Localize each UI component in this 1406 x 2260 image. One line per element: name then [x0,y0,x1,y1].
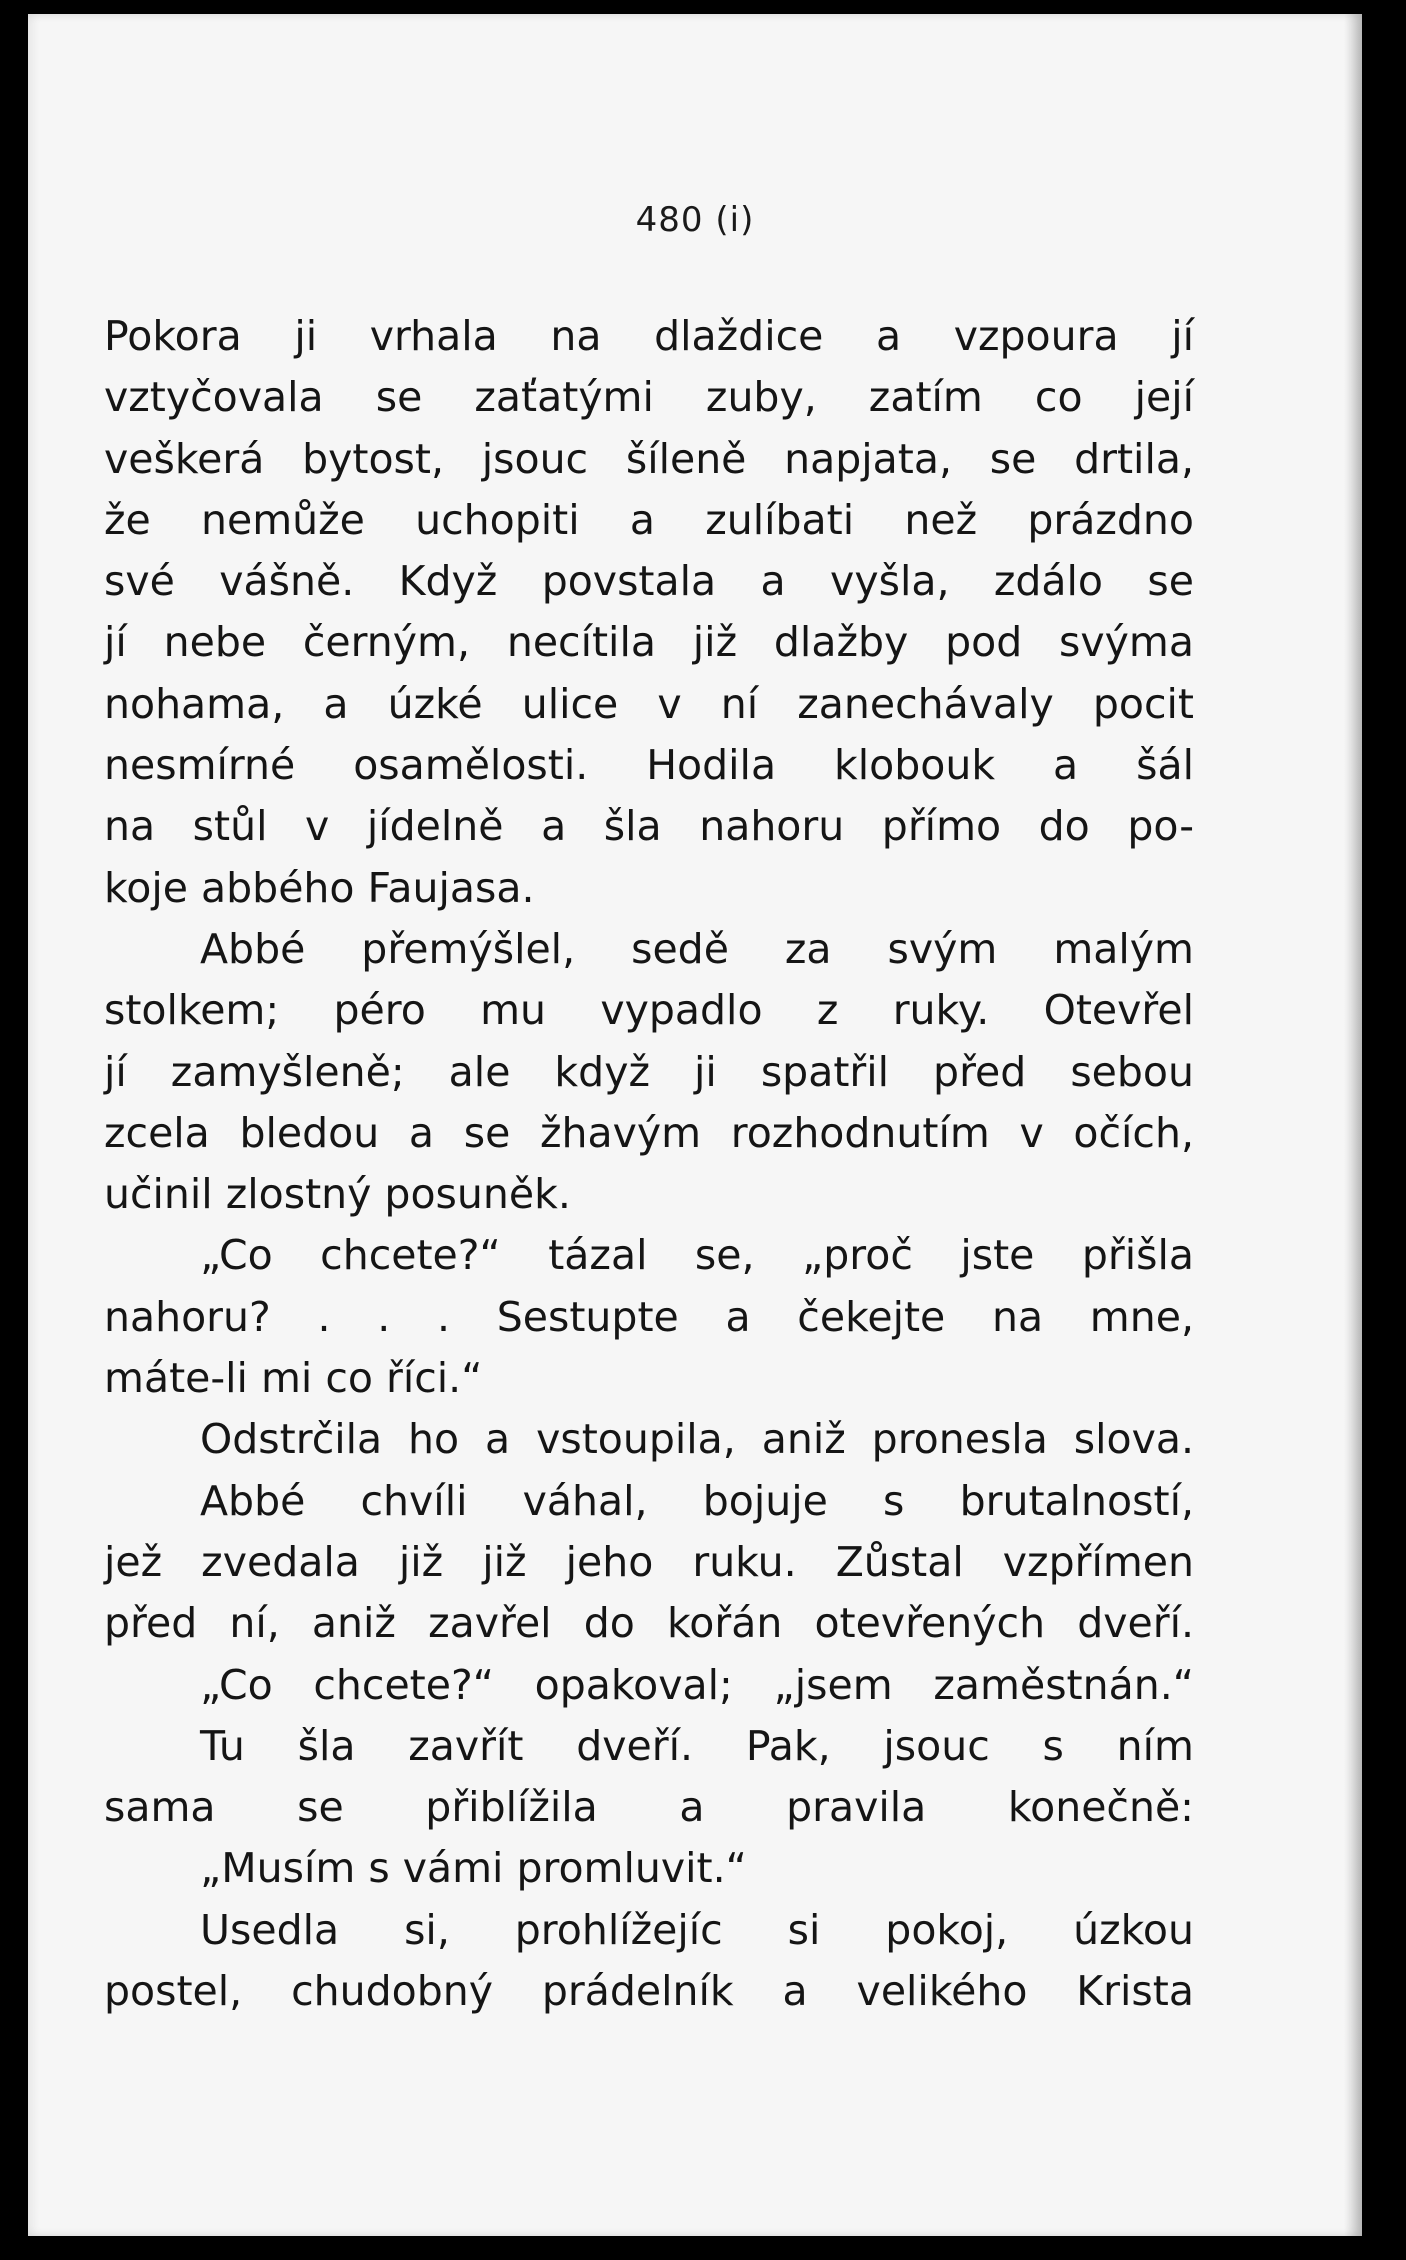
body-text [104,306,1194,2022]
text-line: Usedla si, prohlížejíc si pokoj, úzkou [200,1905,1194,1954]
text-line: před ní, aniž zavřel do kořán otevřených dveří. [104,1599,1194,1648]
page-number: 480 (i) [635,200,755,240]
text-line: Abbé chvíli váhal, bojuje s brutalností, [200,1476,1194,1525]
text-line: máte-li mi co říci.“ [104,1354,483,1403]
text-line: Abbé přemýšlel, sedě za svým malým [200,924,1194,973]
text-line: „Musím s vámi promluvit.“ [200,1844,747,1893]
text-line: zcela bledou a se žhavým rozhodnutím v očích, [104,1108,1194,1157]
text-line: nohama, a úzké ulice v ní zanechávaly pocit [104,679,1194,728]
text-line: koje abbého Faujasa. [104,863,535,912]
text-line: sama se přiblížila a pravila konečně: [104,1783,1194,1832]
text-line: učinil zlostný posuněk. [104,1170,571,1219]
page-edge-shadow [1344,14,1362,2236]
text-line: „Co chcete?“ tázal se, „proč jste přišla [200,1231,1194,1280]
text-line: jí nebe černým, necítila již dlažby pod svýma [104,618,1194,667]
text-line: jež zvedala již již jeho ruku. Zůstal vzpřímen [104,1537,1194,1586]
text-line: Pokora ji vrhala na dlaždice a vzpoura jí [104,312,1194,360]
text-line: jí zamyšleně; ale když ji spatřil před sebou [104,1047,1194,1096]
text-line: veškerá bytost, jsouc šíleně napjata, se drtila, [104,434,1194,483]
text-line: postel, chudobný prádelník a velikého Krista [104,1967,1194,2016]
text-line: na stůl v jídelně a šla nahoru přímo do po- [104,802,1194,851]
text-line: „Co chcete?“ opakoval; „jsem zaměstnán.“ [200,1660,1194,1709]
text-line: nahoru? . . . Sestupte a čekejte na mne, [104,1292,1194,1341]
text-line: Tu šla zavřít dveří. Pak, jsouc s ním [200,1721,1194,1770]
text-line: stolkem; péro mu vypadlo z ruky. Otevřel [104,986,1194,1035]
book-page [28,14,1362,2236]
text-line: Odstrčila ho a vstoupila, aniž pronesla slova. [200,1415,1194,1464]
text-line: že nemůže uchopiti a zulíbati než prázdno [104,495,1194,544]
text-line: své vášně. Když povstala a vyšla, zdálo se [104,557,1194,606]
text-line: nesmírné osamělosti. Hodila klobouk a šál [104,741,1194,790]
text-line: vztyčovala se zaťatými zuby, zatím co její [104,373,1194,422]
